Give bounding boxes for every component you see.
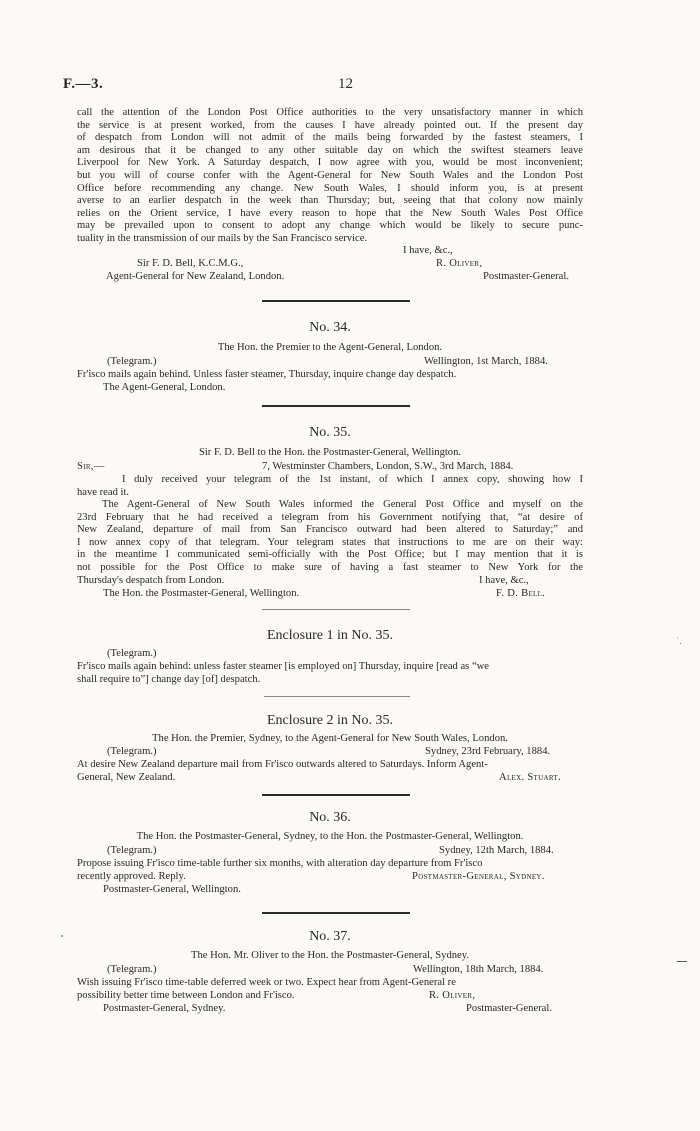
telegram-body: Fr'isco mails again behind. Unless faster steamer, Thursday, inquire change day despatch. — [77, 369, 457, 380]
telegram-label: (Telegram.) — [107, 845, 157, 856]
body-line: in the meantime I communicated semi-officially with the Post Office; but I may mention that it is — [77, 549, 583, 561]
body-line: but you will of course confer with the Agent-General for New South Wales and the London Post — [77, 169, 583, 181]
telegram-body: shall require to”] change day [of] despatch. — [77, 674, 261, 685]
section-divider — [262, 794, 410, 796]
section-from-to: The Hon. Mr. Oliver to the Hon. the Postmaster-General, Sydney. — [190, 950, 469, 961]
body-line: New Zealand, departure of mail from San Francisco outward had been altered to Saturday;” and — [77, 524, 583, 536]
closing-phrase: I have, &c., — [403, 245, 453, 256]
place-date: Wellington, 1st March, 1884. — [424, 356, 548, 367]
section-heading: Enclosure 2 in No. 35. — [267, 713, 393, 728]
section-divider — [262, 609, 410, 610]
body-line: have read it. — [77, 486, 130, 498]
addressee: Postmaster-General, Sydney. — [103, 1003, 226, 1014]
scan-mark — [677, 961, 687, 962]
page-number: 12 — [338, 76, 353, 92]
scan-mark: ˙․ — [676, 636, 683, 646]
section-divider — [264, 696, 410, 697]
body-line: averse to an earlier despatch in the week than Thursday; but, seeing that that colony now mainly — [77, 195, 583, 207]
section-from-to: Sir F. D. Bell to the Hon. the Postmaster-General, Wellington. — [198, 447, 462, 458]
signature: Alex. Stuart. — [499, 772, 561, 783]
section-from-to: The Hon. the Premier, Sydney, to the Agent-General for New South Wales, London. — [152, 733, 508, 744]
section-divider — [262, 912, 410, 914]
signature: R. Oliver, — [429, 990, 476, 1001]
body-line: Liverpool for New York. A Saturday despatch, I now agree with you, would be most inconvenient; — [77, 157, 583, 169]
body-line: Office before recommending any change. New South Wales, I should inform you, is at present — [77, 182, 583, 194]
section-from-to: The Hon. the Postmaster-General, Sydney, to the Hon. the Postmaster-General, Wellington. — [136, 831, 524, 842]
section-divider — [262, 300, 410, 302]
opening-letter-body — [77, 107, 583, 246]
section-heading: Enclosure 1 in No. 35. — [267, 628, 393, 643]
telegram-label: (Telegram.) — [107, 746, 157, 757]
letter-paragraph — [77, 499, 583, 587]
sender-address: 7, Westminster Chambers, London, S.W., 3rd March, 1884. — [262, 461, 514, 472]
letter-paragraph — [77, 474, 583, 499]
scan-speck — [61, 935, 63, 937]
telegram-body: Propose issuing Fr'isco time-table further six months, with alteration day departure from Fr'isco — [77, 858, 483, 869]
addressee-title: Agent-General for New Zealand, London. — [106, 271, 285, 282]
telegram-body: General, New Zealand. — [77, 772, 176, 783]
telegram-label: (Telegram.) — [107, 964, 157, 975]
addressee-name: Sir F. D. Bell, K.C.M.G., — [137, 258, 244, 269]
body-line: I now annex copy of that telegram. Your telegram states that instructions to me are on their way: — [77, 536, 583, 548]
telegram-body: Wish issuing Fr'isco time-table deferred week or two. Expect hear from Agent-General re — [77, 977, 456, 988]
body-line: Thursday's despatch from London. — [77, 574, 225, 586]
section-heading: No. 34. — [309, 320, 351, 335]
telegram-body: possibility better time between London and Fr'isco. — [77, 990, 295, 1001]
body-line: relies on the Orient service, I have every reason to hope that the New South Wales Post Office — [77, 207, 583, 219]
signature: R. Oliver, — [436, 258, 483, 269]
signature: Postmaster-General, Sydney. — [412, 871, 545, 882]
telegram-body: At desire New Zealand departure mail from Fr'isco outwards altered to Saturdays. Inform Agent- — [77, 759, 488, 770]
section-from-to: The Hon. the Premier to the Agent-General, London. — [217, 342, 443, 353]
body-line: am desirous that it be changed to any other suitable day on which the swiftest steamers leave — [77, 144, 583, 156]
body-line: tuality in the transmission of our mails by the San Francisco service. — [77, 232, 368, 244]
closing-phrase: I have, &c., — [479, 575, 529, 586]
addressee: The Agent-General, London. — [103, 382, 226, 393]
body-line: not possible for the Post Office to make sure of having a fast steamer to New York for the — [77, 561, 583, 573]
place-date: Wellington, 18th March, 1884. — [413, 964, 544, 975]
body-line: the service is at present worked, from the causes I have already pointed out. If the present day — [77, 119, 583, 131]
body-line: I duly received your telegram of the 1st instant, of which I annex copy, showing how I — [122, 474, 583, 485]
telegram-label: (Telegram.) — [107, 356, 157, 367]
series-reference: F.—3. — [63, 76, 104, 92]
place-date: Sydney, 23rd February, 1884. — [425, 746, 551, 757]
body-line: The Agent-General of New South Wales informed the General Post Office and myself on the — [102, 499, 583, 510]
salutation: Sir,— — [77, 461, 105, 472]
signature-title: Postmaster-General. — [466, 1003, 552, 1014]
addressee: Postmaster-General, Wellington. — [103, 884, 241, 895]
body-line: of despatch from London will not admit of the mails being forwarded by the fastest steamers, I — [77, 132, 583, 144]
body-line: call the attention of the London Post Office authorities to the very unsatisfactory manner in which — [77, 107, 583, 118]
body-line: 23rd February that he had received a telegram from his Government notifying that, “at desire of — [77, 511, 583, 523]
signature: F. D. Bell. — [496, 588, 546, 599]
telegram-body: Fr'isco mails again behind: unless faster steamer [is employed on] Thursday, inquire [read as “we — [77, 661, 490, 672]
section-heading: No. 35. — [309, 425, 351, 440]
section-heading: No. 37. — [309, 929, 351, 944]
section-divider — [262, 405, 410, 407]
telegram-body: recently approved. Reply. — [77, 871, 186, 882]
signature-title: Postmaster-General. — [483, 271, 569, 282]
telegram-label: (Telegram.) — [107, 648, 157, 659]
place-date: Sydney, 12th March, 1884. — [439, 845, 554, 856]
section-heading: No. 36. — [309, 810, 351, 825]
body-line: may be prevailed upon to consent to adopt any change which would be likely to secure punc- — [77, 220, 583, 232]
addressee: The Hon. the Postmaster-General, Wellington. — [103, 588, 300, 599]
